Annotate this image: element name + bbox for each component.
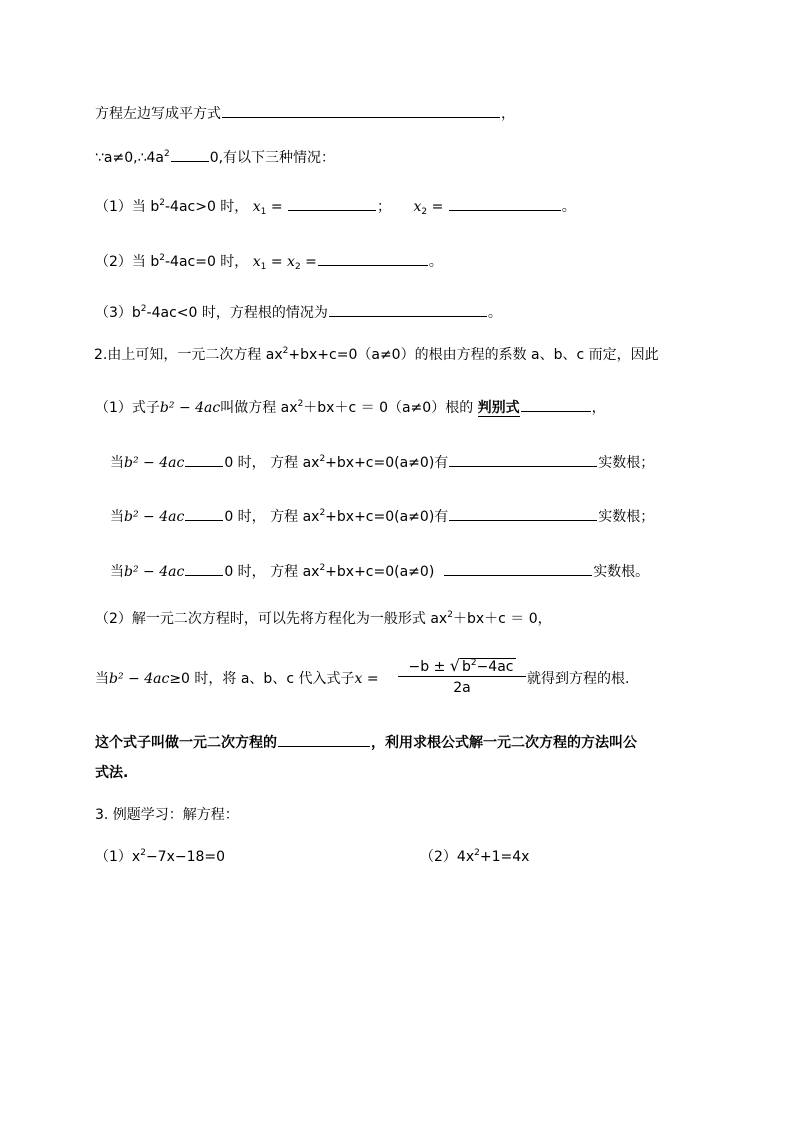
bold-formula-statement-cont: 式法. [95, 765, 129, 781]
quadratic-formula [398, 656, 526, 697]
section-2-intro: 2.由上可知，一元二次方程 $ax^2+bx+c=0(a\ne 0)$的根由方程的系数 a、b、c 而定，因此 [94, 346, 659, 363]
blank-x1[interactable] [288, 195, 376, 211]
case-1-positive: （1）当 $b^2-4ac>0$ 时， $x_1$ = ； $x_2$ = 。 [95, 195, 576, 217]
example-heading: 3. 例题学习：解方程： [95, 807, 239, 823]
blank-equal-roots[interactable] [318, 250, 428, 266]
fill-line-square-form: 方程左边写成平方式 ， [95, 102, 515, 124]
when-row-1: 当b² − 4ac 0 时， 方程 $ax^2+bx+c=0(a\ne 0)$有 实数根； [110, 451, 654, 473]
example-equation-2: $(2)4x^2+1=4x$ [420, 848, 530, 865]
formula-numerator: −b ± √ $b^2-4ac$ [398, 656, 526, 677]
case-3-negative: $(3)b^2-4ac<0$ 时，方程根的情况为 。 [95, 301, 502, 323]
blank-when-1-sign[interactable] [185, 451, 223, 467]
line-since-a-nonzero: $\because a\ne 0,\therefore 4a^2$ 0,有以下三种情况： [95, 146, 335, 168]
case-2-zero: （2）当 $b^2-4ac=0$ 时， $x_1 = x_2$ = 。 [95, 250, 443, 272]
blank-when-3-sign[interactable] [185, 560, 223, 576]
term-discriminant: 判别式 [477, 400, 520, 416]
blank-when-2-sign[interactable] [185, 505, 223, 521]
blank-square-form[interactable] [222, 102, 500, 118]
radical: $b^2-4ac$ [461, 658, 514, 675]
blank-discriminant[interactable] [521, 396, 591, 412]
blank-when-3-roots[interactable] [444, 560, 592, 576]
when-row-3: 当b² − 4ac 0 时， 方程 $ax^2+bx+c=0(a\ne 0)$ 实数根。 [110, 560, 649, 582]
when-row-2: 当b² − 4ac 0 时， 方程 $ax^2+bx+c=0(a\ne 0)$有 实数根； [110, 505, 654, 527]
blank-when-1-roots[interactable] [449, 451, 597, 467]
solve-general-form: （2）解一元二次方程时，可以先将方程化为一般形式 $ax^2+bx+c = 0$， [95, 610, 552, 627]
blank-compare-4a2[interactable] [171, 146, 209, 162]
bold-formula-statement: 这个式子叫做一元二次方程的 ，利用求根公式解一元二次方程的方法叫公 [95, 731, 637, 753]
blank-when-2-roots[interactable] [449, 505, 597, 521]
formula-line-end: 就得到方程的根. [527, 671, 630, 687]
formula-denominator: 2a [453, 680, 471, 696]
blank-no-roots[interactable] [329, 301, 487, 317]
discriminant-definition: （1）式子b² − 4ac叫做方程 $ax^2+bx+c = 0(a\ne 0)$根的 判别式 ， [95, 396, 606, 418]
formula-line: 当b² − 4ac≥0 时，将 a、b、c 代入式子x = [95, 671, 379, 687]
example-equation-1: $(1)x^2-7x-18=0$ [95, 848, 226, 865]
blank-formula-name[interactable] [278, 731, 370, 747]
blank-x2[interactable] [449, 195, 561, 211]
